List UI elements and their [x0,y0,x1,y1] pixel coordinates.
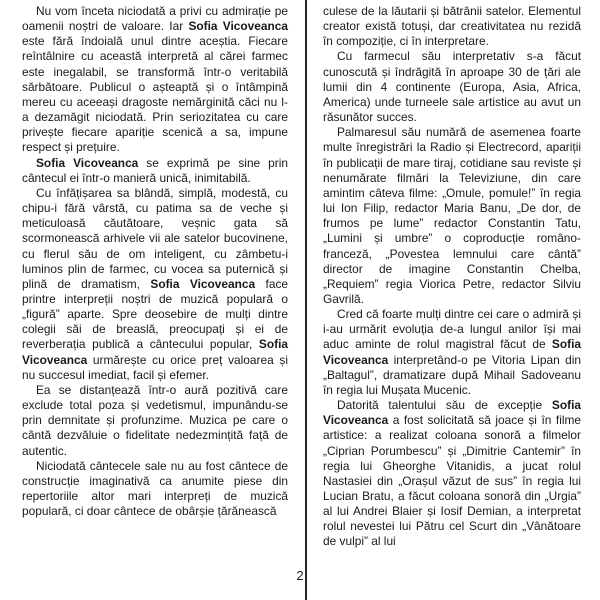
artist-name: Sofia Vicoveanca [323,398,581,428]
page-number: 2 [296,568,304,583]
left-text-column [22,4,288,519]
artist-name: Sofia Vicoveanca [150,276,256,291]
paragraph-recordings: Palmaresul său numără de asemenea foarte multe înregistrări la Radio și Electrecord, apariții în publicații de mare tiraj, cotidiane sau reviste și nenumărate filmări la Televiziune, din care amintim câteva filme: „Omule, pomule!” în regia lui Ion Filip, redactor Maria Banu, „De dor, de frumos pe lume” redactor Constantin Tatu, „Lumini și umbre” o coproducție româno-franceză, „Povestea lemnului care cântă” director de imagine Constantin Chelba, „Requiem” regia Viorica Petre, redactor Silviu Gavrilă. [323,125,581,306]
paragraph-baltagul: Cred că foarte mulți dintre cei care o admiră și i-au urmărit evoluția de-a lungul anilor își mai aduc aminte de rolul magistral făcut de Sofia Vicoveanca interpretând-o pe Vitoria Lipan din „Baltagul”, dramatizare după Mihail Sadoveanu în regia lui Mușata Mucenic. [323,307,581,397]
artist-name: Sofia Vicoveanca [188,19,288,34]
paragraph-continuation: culese de la lăutarii și bătrânii satelor. Elementul creator există totuși, dar creativitatea nu rezidă în compoziție, ci în interpretare. [323,4,581,49]
paragraph-portrait: Cu înfățișarea sa blândă, simplă, modestă, cu chipu-i fără vârstă, cu patima sa de veche și meticuloasă căutătoare, veșnic gata să scormonească arhivele vii ale satelor bucovinene, cu flerul său de om inteligent, cu zâmbetu-i luminos plin de farmec, cu vocea sa puternică și plină de dramatism, Sofia Vicoveanca face printre interpreții noștri de muzică populară o „figură” aparte. Spre deosebire de mulți dintre colegii săi de breaslă, preocupați și ei de reverberația publică a cântecului popular, Sofia Vicoveanca urmărește cu orice preț valoarea și nu succesul imediat, facil și efemer. [22,185,288,382]
artist-name: Sofia Vicoveanca [36,155,139,170]
paragraph-intro: Nu vom înceta niciodată a privi cu admirație pe oamenii noștri de valoare. Iar Sofia Vicoveanca este fără îndoială unul dintre aceștia. Fiecare reîntâlnire cu această interpretă al cărei farmec este inegalabil, se transformă într-o veritabilă sărbătoare. Publicul o așteaptă și o întâmpină mereu cu aceeași dragoste nemărginită căci nu l-a dezamăgit niciodată. Prin seriozitatea cu care privește fiecare apariție scenică a sa, impune respect și prețuire. [22,4,288,155]
paragraph-expression: Sofia Vicoveanca se exprimă pe sine prin cântecul ei într-o manieră unică, inimitabilă. [22,155,288,185]
artist-name: Sofia Vicoveanca [22,337,288,367]
paragraph-films: Datorită talentului său de excepție Sofia Vicoveanca a fost solicitată să joace și în filme artistice: a realizat coloana sonoră a filmelor „Ciprian Porumbescu” și „Dimitrie Cantemir” în regia lui Gheorghe Vitanidis, a jucat rolul Nastasiei din „Orașul văzut de sus” în regia lui Lucian Bratu, a făcut coloana sonoră din „Urgia” al lui Andrei Blaier și Iosif Demian, a interpretat rolul nevestei lui Pătru cel Scurt din „Vânătoare de vulpi” al lui [323,398,581,549]
artist-name: Sofia Vicoveanca [323,337,581,367]
paragraph-aura: Ea se distanțează într-o aură pozitivă care exclude total poza și vedetismul, impunându-se prin demnitate și profunzime. Muzica pe care o cântă dezvăluie o fidelitate nedezmințită față de autentic. [22,382,288,458]
paragraph-tours: Cu farmecul său interpretativ s-a făcut cunoscută și îndrăgită în aproape 30 de țări ale lumii din 4 continente (Europa, Asia, Africa, America) unde turneele sale artistice au avut un răsunător succes. [323,49,581,125]
right-text-column [323,4,581,550]
paragraph-repertoire: Niciodată cântecele sale nu au fost cântece de construcție imaginativă ca anumite piese din repertoriile altor mari interpreți de muzică populară, ci doar cântece de obârșie țărănească [22,458,288,519]
column-divider [305,0,307,600]
